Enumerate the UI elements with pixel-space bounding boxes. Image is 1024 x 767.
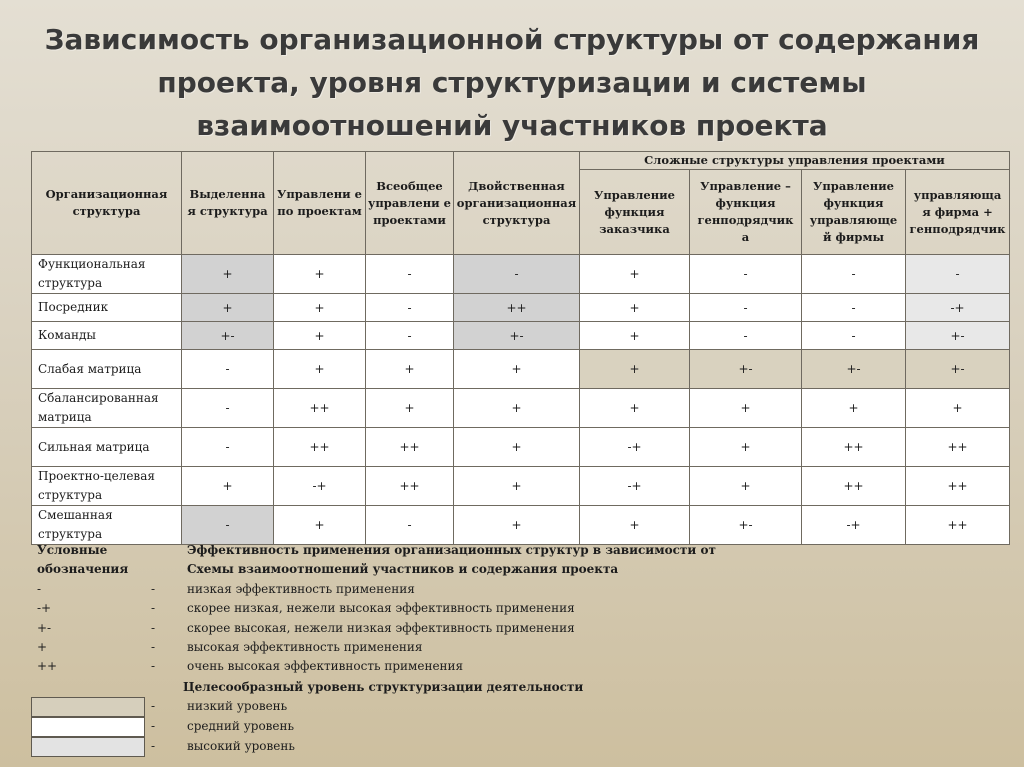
table-cell: ++ — [274, 389, 366, 428]
table-cell: - — [366, 294, 454, 322]
row-label: Сильная матрица — [32, 428, 182, 467]
table-cell: -+ — [580, 428, 690, 467]
table-cell: + — [580, 255, 690, 294]
table-cell: + — [274, 350, 366, 389]
header-org-structure: Организационная структура — [32, 152, 182, 255]
table-cell: +- — [182, 322, 274, 350]
table-cell: + — [802, 389, 906, 428]
row-label: Смешанная структура — [32, 506, 182, 545]
level-heading: Целесообразный уровень структуризации деятельности — [183, 680, 584, 694]
swatch-low — [31, 697, 145, 717]
table-cell: + — [580, 350, 690, 389]
legend-label-line-2: обозначения — [37, 562, 129, 576]
table-cell: ++ — [906, 506, 1010, 545]
header-customer-function: Управление функция заказчика — [580, 170, 690, 255]
legend-text: высокая эффективность применения — [187, 640, 423, 654]
table-cell: - — [366, 506, 454, 545]
swatch-mid — [31, 717, 145, 737]
row-label: Проектно-целевая структура — [32, 467, 182, 506]
table-cell: - — [182, 389, 274, 428]
row-label: Сбалансированная матрица — [32, 389, 182, 428]
legend-text: скорее высокая, нежели низкая эффективность применения — [187, 621, 575, 635]
level-dash: - — [151, 699, 156, 713]
table-cell: + — [580, 294, 690, 322]
header-project-mgmt: Управлени е по проектам — [274, 152, 366, 255]
table-cell: - — [690, 294, 802, 322]
legend-dash: - — [151, 601, 156, 615]
table-cell: ++ — [274, 428, 366, 467]
table-cell: + — [454, 389, 580, 428]
table-cell: + — [274, 322, 366, 350]
legend-dash: - — [151, 621, 156, 635]
table-cell: +- — [454, 322, 580, 350]
table-cell: - — [182, 350, 274, 389]
level-dash: - — [151, 719, 156, 733]
table-cell: -+ — [802, 506, 906, 545]
table-row — [32, 350, 1010, 389]
legend-symbol: -+ — [37, 601, 52, 615]
legend-dash: - — [151, 582, 156, 596]
table-cell: - — [906, 255, 1010, 294]
table-row — [32, 506, 1010, 545]
legend-symbol: ++ — [37, 659, 58, 673]
table-cell: + — [182, 467, 274, 506]
table-cell: - — [182, 506, 274, 545]
table-cell: + — [454, 428, 580, 467]
header-firm-function: Управление функция управляюще й фирмы — [802, 170, 906, 255]
table-cell: + — [274, 506, 366, 545]
table-cell: ++ — [366, 428, 454, 467]
table-cell: +- — [690, 350, 802, 389]
header-dual-structure: Двойственная организационная структура — [454, 152, 580, 255]
legend-symbol: + — [37, 640, 48, 654]
table-cell: + — [366, 350, 454, 389]
table-cell: + — [580, 322, 690, 350]
table-cell: ++ — [906, 428, 1010, 467]
table-cell: - — [802, 322, 906, 350]
table-cell: - — [802, 294, 906, 322]
table-cell: + — [454, 350, 580, 389]
table-row — [32, 255, 1010, 294]
header-total-mgmt: Всеобщее управлени е проектами — [366, 152, 454, 255]
title-line-1: Зависимость организационной структуры от содержания — [44, 23, 980, 56]
table-cell: + — [454, 467, 580, 506]
table-cell: -+ — [274, 467, 366, 506]
table-cell: + — [182, 255, 274, 294]
legend-symbol: +- — [37, 621, 52, 635]
table-cell: + — [366, 389, 454, 428]
table-cell: ++ — [802, 428, 906, 467]
table-row — [32, 389, 1010, 428]
header-contractor-function: Управление – функция генподрядчик а — [690, 170, 802, 255]
table-cell: + — [906, 389, 1010, 428]
legend-heading-line-2: Схемы взаимоотношений участников и содержания проекта — [187, 562, 619, 576]
level-text: средний уровень — [187, 719, 295, 733]
table-cell: + — [182, 294, 274, 322]
table-cell: - — [690, 322, 802, 350]
table-cell: -+ — [906, 294, 1010, 322]
table-cell: + — [454, 506, 580, 545]
header-group-complex: Сложные структуры управления проектами — [580, 152, 1010, 170]
legend-dash: - — [151, 640, 156, 654]
page-title — [0, 18, 1024, 147]
table-cell: +- — [690, 506, 802, 545]
level-dash: - — [151, 739, 156, 753]
legend-text: низкая эффективность применения — [187, 582, 415, 596]
table-cell: - — [366, 255, 454, 294]
table-cell: + — [580, 506, 690, 545]
row-label: Команды — [32, 322, 182, 350]
swatch-high — [31, 737, 145, 757]
title-line-2: проекта, уровня структуризации и системы — [157, 66, 867, 99]
table-cell: - — [690, 255, 802, 294]
header-firm-contractor: управляюща я фирма + генподрядчик — [906, 170, 1010, 255]
table-row — [32, 322, 1010, 350]
level-text: высокий уровень — [187, 739, 295, 753]
table-cell: + — [690, 467, 802, 506]
table-cell: - — [802, 255, 906, 294]
table-cell: ++ — [906, 467, 1010, 506]
table-cell: - — [182, 428, 274, 467]
table-cell: - — [454, 255, 580, 294]
table-row — [32, 428, 1010, 467]
table-cell: +- — [906, 350, 1010, 389]
table-cell: -+ — [580, 467, 690, 506]
table-cell: ++ — [366, 467, 454, 506]
legend-dash: - — [151, 659, 156, 673]
table-cell: - — [366, 322, 454, 350]
table-cell: +- — [802, 350, 906, 389]
table-cell: + — [580, 389, 690, 428]
table-row — [32, 467, 1010, 506]
legend-symbol: - — [37, 582, 42, 596]
level-text: низкий уровень — [187, 699, 288, 713]
table-row — [32, 294, 1010, 322]
header-dedicated: Выделенна я структура — [182, 152, 274, 255]
structure-table — [31, 151, 1010, 545]
table-cell: ++ — [454, 294, 580, 322]
legend-text: скорее низкая, нежели высокая эффективность применения — [187, 601, 575, 615]
table-cell: +- — [906, 322, 1010, 350]
row-label: Функциональная структура — [32, 255, 182, 294]
table-cell: + — [690, 428, 802, 467]
table-cell: + — [274, 255, 366, 294]
legend-text: очень высокая эффективность применения — [187, 659, 464, 673]
legend-heading-line-1: Эффективность применения организационных структур в зависимости от — [187, 543, 716, 557]
legend-label-line-1: Условные — [37, 543, 108, 557]
table-cell: + — [274, 294, 366, 322]
table-cell: + — [690, 389, 802, 428]
table-cell: ++ — [802, 467, 906, 506]
title-line-3: взаимоотношений участников проекта — [196, 109, 828, 142]
row-label: Посредник — [32, 294, 182, 322]
row-label: Слабая матрица — [32, 350, 182, 389]
